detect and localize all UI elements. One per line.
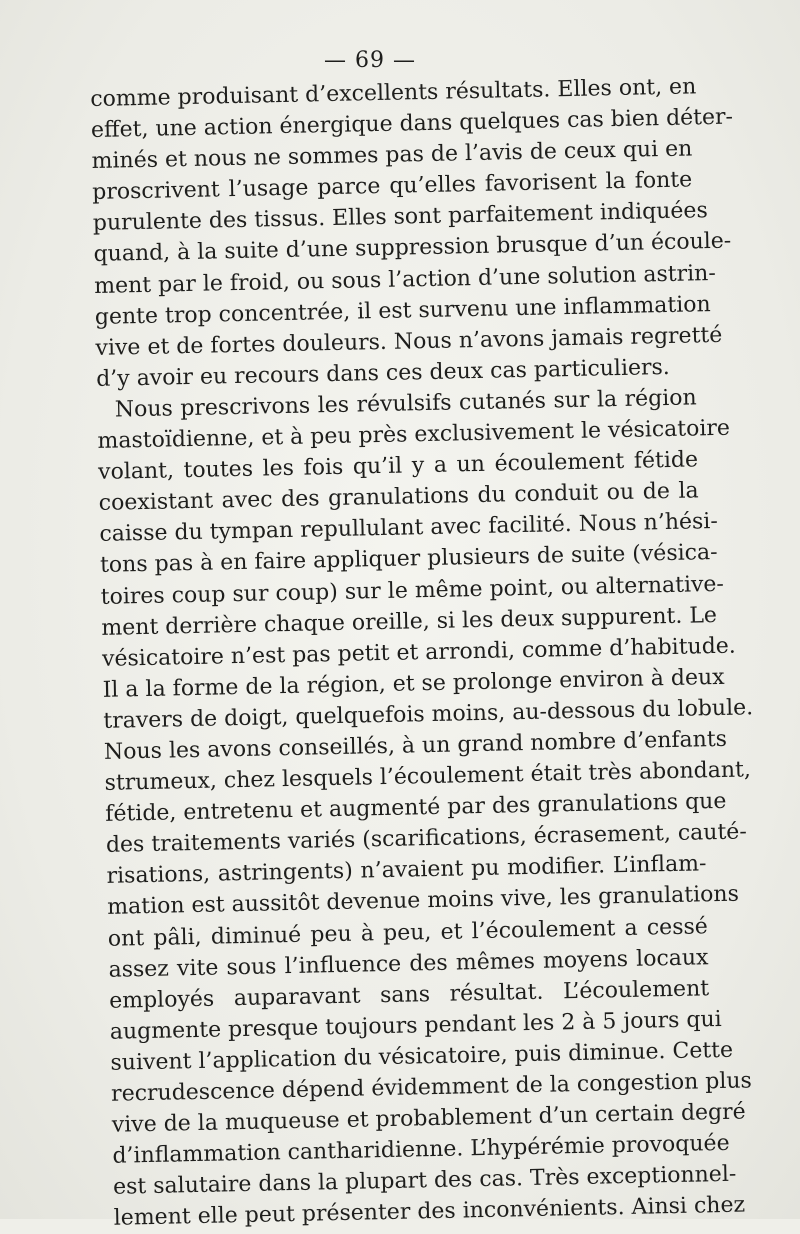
body-text (90, 71, 754, 1234)
text-line: augmente presque toujours pendant les 2 à 5 jours qui (109, 1006, 722, 1045)
text-line: tons pas à en faire appliquer plusieurs de suite (vésica- (99, 540, 718, 579)
text-line: vésicatoire n’est pas petit et arrondi, comme d’habitude. (101, 633, 737, 672)
text-line: volant, toutes les fois qu’il y a un écoulement fétide (97, 447, 699, 486)
text-line: suivent l’application du vésicatoire, puis diminue. Cette (110, 1037, 734, 1076)
text-line: caisse du tympan repullulant avec facilité. Nous n’hési- (99, 509, 719, 548)
text-line: gente trop concentrée, il est survenu une inflammation (94, 291, 711, 330)
text-line: effet, une action énergique dans quelques cas bien déter- (90, 104, 734, 144)
text-line: minés et nous ne sommes pas de l’avis de ceux qui en (91, 136, 693, 175)
paragraph-start-line: Nous prescrivons les révulsifs cutanés sur la région (114, 385, 697, 423)
text-line: recrudescence dépend évidemment de la congestion plus (110, 1068, 753, 1107)
text-line: Nous les avons conseillés, à un grand nombre d’enfants (103, 726, 728, 765)
text-line: toires coup sur coup) sur le même point, ou alternative- (100, 571, 725, 610)
text-line: purulente des tissus. Elles sont parfaitement indiquées (92, 198, 708, 237)
text-line: mastoïdienne, et à peu près exclusivement le vésicatoire (97, 415, 731, 454)
text-line: mation est aussitôt devenue moins vive, les granulations (106, 882, 740, 921)
text-line: strumeux, chez lesquels l’écoulement était très abondant, (104, 757, 752, 796)
paragraph-end-line: d’y avoir eu recours dans ces deux cas particuliers. (95, 354, 671, 392)
text-line: lement elle peut présenter des inconvénients. Ainsi chez (113, 1192, 746, 1232)
text-line: employés auparavant sans résultat. L’écoulement (108, 975, 710, 1014)
text-line: proscrivent l’usage parce qu’elles favorisent la fonte (92, 167, 693, 206)
text-line: d’inflammation cantharidienne. L’hypérémie provoquée (112, 1131, 730, 1169)
text-line: comme produisant d’excellents résultats. Elles ont, en (90, 74, 697, 112)
text-line: assez vite sous l’influence des mêmes moyens locaux (108, 944, 709, 983)
text-line: vive de la muqueuse et probablement d’un certain degré (111, 1099, 746, 1138)
text-line: des traitements variés (scarifications, écrasement, cauté- (105, 819, 748, 859)
text-line: ment par le froid, ou sous l’action d’une solution astrin- (93, 260, 717, 299)
text-line: ment derrière chaque oreille, si les deux suppurent. Le (101, 602, 718, 641)
text-line: ont pâli, diminué peu à peu, et l’écoulement a cessé (107, 913, 709, 952)
text-line: travers de doigt, quelquefois moins, au-dessous du lobule. (103, 695, 754, 734)
page-number: — 69 — (324, 48, 416, 73)
text-line: vive et de fortes douleurs. Nous n’avons jamais regretté (95, 322, 723, 361)
text-line: fétide, entretenu et augmenté par des granulations que (105, 788, 727, 827)
text-line: est salutaire dans la plupart des cas. Très exceptionnel- (112, 1161, 737, 1201)
text-line: coexistant avec des granulations du conduit ou de la (98, 478, 699, 517)
text-line: Il a la forme de la région, et se prolonge environ à deux (102, 664, 725, 703)
text-line: quand, à la suite d’une suppression brusque d’un écoule- (93, 229, 732, 268)
text-line: risations, astringents) n’avaient pu modifier. L’inflam- (106, 851, 707, 890)
